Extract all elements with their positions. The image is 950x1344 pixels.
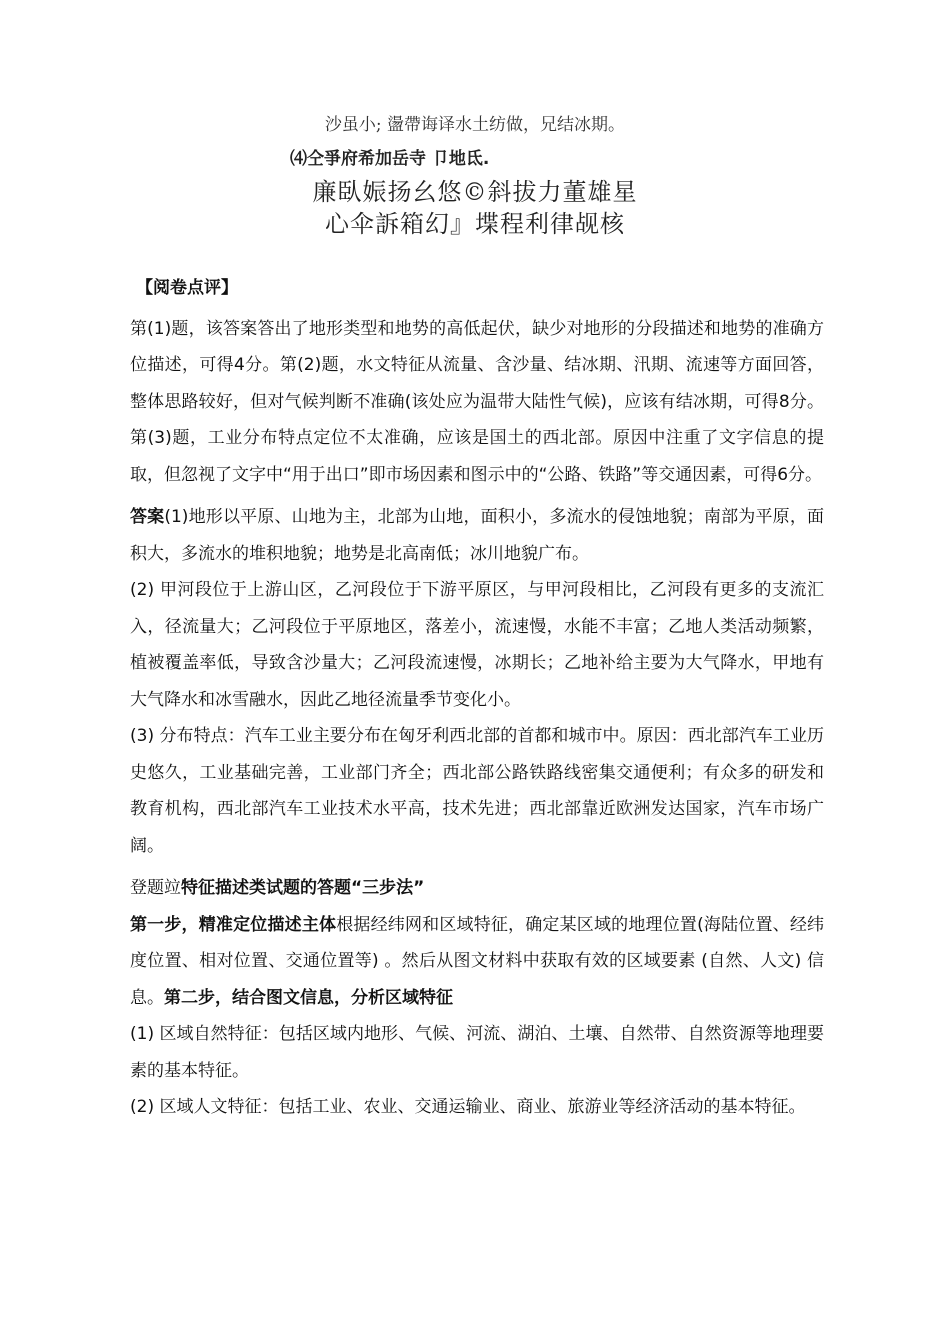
method-heading <box>130 870 824 907</box>
review-heading: 【阅卷点评】 <box>136 278 238 298</box>
method-item-1: (1) 区域自然特征：包括区域内地形、气候、河流、湖泊、土壤、自然带、自然资源等地理要素的基本特征。 <box>130 1024 824 1081</box>
method-item-2: (2) 区域人文特征：包括工业、农业、交通运输业、商业、旅游业等经济活动的基本特征。 <box>130 1097 806 1117</box>
method-step-paragraph <box>130 907 824 1017</box>
step2-title: 第二步，结合图文信息，分析区域特征 <box>164 987 453 1008</box>
step1-text: 根据经纬网和区域特征，确定某区域的地理位置(海陆位置、经纬度位置、相对位置、交通位置等) 。然后从图文材料中获取有效的区域要素 (自然、人文) 信息。 <box>130 914 825 1008</box>
answer-label: 答案 <box>130 507 165 527</box>
document-body <box>130 270 824 1126</box>
method-title: 特征描述类试题的答题“三步法” <box>181 878 425 898</box>
handwritten-line-3: 廉臥娠扬幺悠©斜拔力董雄星 <box>312 178 638 206</box>
handwritten-line-1: 沙虽小; 盪帶诲译水土纺做，兄结冰期。 <box>324 115 626 135</box>
step1-title: 第一步，精准定位描述主体 <box>130 914 337 935</box>
method-prefix: 登题竝 <box>130 878 181 898</box>
handwritten-line-4: 心伞訴箱幻』堞程利律觇核 <box>325 210 625 238</box>
answer-paragraph-2: (2) 甲河段位于上游山区，乙河段位于下游平原区，与甲河段相比，乙河段有更多的支流汇入，径流量大；乙河段位于平原地区，落差小，流速慢，水能不丰富；乙地人类活动频繁，植被覆盖率低，导致含沙量大；乙河段流速慢，冰期长；乙地补给主要为大气降水，甲地有大气降水和冰雪融水，因此乙地径流量季节变化小。 <box>130 580 824 710</box>
answer-paragraph-3: (3) 分布特点：汽车工业主要分布在匈牙利西北部的首都和城市中。原因：西北部汽车工业历史悠久，工业基础完善，工业部门齐全；西北部公路铁路线密集交通便利；有众多的研发和教育机构，西北部汽车工业技术水平高，技术先进；西北部靠近欧洲发达国家，汽车市场广阔。 <box>130 726 824 856</box>
answer-text-1: (1)地形以平原、山地为主，北部为山地，面积小，多流水的侵蚀地貌；南部为平原，面积大，多流水的堆积地貌；地势是北高南低；冰川地貌广布。 <box>130 507 824 564</box>
review-paragraph: 第(1)题，该答案答出了地形类型和地势的高低起伏，缺少对地形的分段描述和地势的准确方位描述，可得4分。第(2)题，水文特征从流量、含沙量、结冰期、汛期、流速等方面回答，整体思路较好，但对气候判断不准确(该处应为温带大陆性气候)，应该有结冰期，可得8分。第(3)题，工业分布特点定位不太准确，应该是国土的西北部。原因中注重了文字信息的提取，但忽视了文字中“用于出口”即市场因素和图示中的“公路、铁路”等交通因素，可得6分。 <box>130 318 824 485</box>
answer-paragraph-1 <box>130 499 824 572</box>
handwritten-line-2: ⑷仝爭府希加岳寺 卩地氐. <box>290 149 490 169</box>
